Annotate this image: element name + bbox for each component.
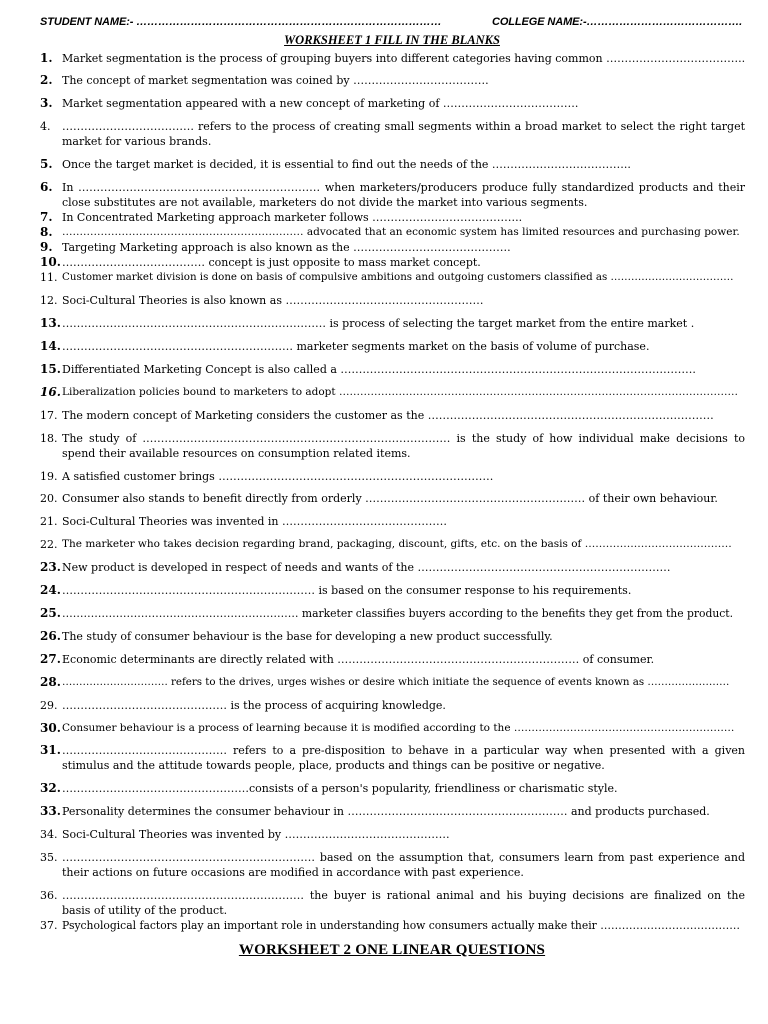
question-text: …………………………………………………………… advocated that an economic system has limited resources and purchasing power. bbox=[62, 226, 740, 238]
question-text: New product is developed in respect of needs and wants of the …………………………………………………………… bbox=[62, 561, 671, 574]
question-text: ………………………………………………………… marketer classifies buyers according to the benefits they get from the product. bbox=[62, 607, 734, 620]
question-text: In ………………………………………………………… when marketers/producers produce fully standardized products and their close substitutes are not available, marketers do not divide the market into various segments. bbox=[62, 181, 745, 209]
question-text: ……………………………………………………… marketer segments market on the basis of volume of purchase. bbox=[62, 340, 650, 353]
question-number: 24. bbox=[40, 583, 61, 597]
question-text: Customer market division is done on basis of compulsive ambitions and outgoing customers classified as ……………………………… bbox=[62, 271, 734, 283]
question-text: The study of consumer behaviour is the base for developing a new product successfully. bbox=[62, 630, 553, 643]
question-number: 1. bbox=[40, 51, 53, 65]
question-row bbox=[40, 157, 745, 172]
question-row bbox=[40, 629, 745, 644]
question-text: Differentiated Marketing Concept is also called a ……………………………………………………………………………………. bbox=[62, 363, 696, 376]
question-row bbox=[40, 385, 745, 400]
question-row bbox=[40, 293, 745, 308]
question-row bbox=[40, 721, 745, 736]
question-row bbox=[40, 918, 745, 933]
question-text: Market segmentation appeared with a new concept of marketing of ………………………………. bbox=[62, 97, 579, 110]
question-number: 21. bbox=[40, 515, 58, 528]
question-row bbox=[40, 408, 745, 423]
question-number: 11. bbox=[40, 271, 58, 284]
question-row bbox=[40, 210, 745, 225]
question-row bbox=[40, 362, 745, 377]
question-text: The modern concept of Marketing considers the customer as the …………………………………………………………………… bbox=[62, 409, 714, 422]
question-text: ……………………………………………consists of a person's popularity, friendliness or charismatic style. bbox=[62, 782, 618, 795]
question-row bbox=[40, 51, 745, 66]
question-number: 26. bbox=[40, 629, 61, 643]
question-number: 7. bbox=[40, 210, 53, 224]
question-number: 8. bbox=[40, 225, 53, 239]
question-text: …………………………. refers to the drives, urges wishes or desire which initiate the sequence of events known as …………………… bbox=[62, 676, 730, 688]
question-row bbox=[40, 240, 745, 255]
question-text: The concept of market segmentation was coined by ………………………………. bbox=[62, 74, 489, 87]
question-row bbox=[40, 743, 745, 773]
question-row bbox=[40, 560, 745, 575]
question-row bbox=[40, 73, 745, 88]
question-row bbox=[40, 537, 745, 552]
question-row bbox=[40, 96, 745, 111]
question-row bbox=[40, 675, 745, 690]
question-number: 9. bbox=[40, 240, 53, 254]
question-row bbox=[40, 514, 745, 529]
question-number: 28. bbox=[40, 675, 61, 689]
question-number: 33. bbox=[40, 804, 61, 818]
question-number: 10. bbox=[40, 255, 61, 269]
question-text: ……………………………………… refers to a pre-disposition to behave in a particular way when presented with a given stimulus and the attitude towards people, place, products and things can be positive or negative. bbox=[62, 744, 745, 772]
college-name-field: COLLEGE NAME:-……………………………………. bbox=[492, 16, 743, 28]
question-row bbox=[40, 225, 745, 240]
question-row bbox=[40, 698, 745, 713]
question-number: 4. bbox=[40, 120, 51, 133]
question-row bbox=[40, 781, 745, 796]
question-text: In Concentrated Marketing approach marketer follows ………………………………….. bbox=[62, 211, 523, 224]
question-text: ………………………………… concept is just opposite to mass market concept. bbox=[62, 256, 481, 269]
question-text: Soci-Cultural Theories is also known as ……………………………………………… bbox=[62, 294, 484, 307]
question-text: Market segmentation is the process of grouping buyers into different categories having common ……………………………….. bbox=[62, 52, 746, 65]
header bbox=[40, 16, 743, 32]
question-text: ……………………………………………………………… is process of selecting the target market from the entire market . bbox=[62, 317, 695, 330]
question-row bbox=[40, 827, 745, 842]
question-number: 34. bbox=[40, 828, 58, 841]
question-number: 6. bbox=[40, 180, 53, 194]
question-number: 37. bbox=[40, 919, 58, 932]
question-text: Soci-Cultural Theories was invented in ……………………………………… bbox=[62, 515, 447, 528]
student-name-field: STUDENT NAME:- ………………………………………………………………………… bbox=[40, 16, 442, 28]
question-number: 19. bbox=[40, 470, 58, 483]
question-number: 35. bbox=[40, 851, 58, 864]
question-row bbox=[40, 583, 745, 598]
question-text: A satisfied customer brings ………………………………………………………………… bbox=[62, 470, 494, 483]
question-row bbox=[40, 431, 745, 461]
question-row bbox=[40, 469, 745, 484]
question-row bbox=[40, 652, 745, 667]
question-row bbox=[40, 850, 745, 880]
question-text: The marketer who takes decision regarding brand, packaging, discount, gifts, etc. on the basis of …………………………………… bbox=[62, 538, 732, 550]
question-number: 32. bbox=[40, 781, 61, 795]
question-number: 15. bbox=[40, 362, 61, 376]
question-row bbox=[40, 606, 745, 621]
question-text: Consumer also stands to benefit directly from orderly …………………………………………………… of their own behaviour. bbox=[62, 492, 718, 505]
question-row bbox=[40, 119, 745, 149]
question-number: 2. bbox=[40, 73, 53, 87]
worksheet1-title: WORKSHEET 1 FILL IN THE BLANKS bbox=[284, 33, 500, 47]
question-number: 3. bbox=[40, 96, 53, 110]
question-row bbox=[40, 804, 745, 819]
question-number: 22. bbox=[40, 538, 58, 551]
question-number: 27. bbox=[40, 652, 61, 666]
question-number: 13. bbox=[40, 316, 61, 330]
question-row bbox=[40, 270, 745, 285]
question-text: …………………………………………………………… is based on the consumer response to his requirements. bbox=[62, 584, 632, 597]
question-text: Psychological factors play an important role in understanding how consumers actually make their ………………………………… bbox=[62, 919, 740, 932]
question-text: The study of ………………………………………………………………………… is the study of how individual make decisions to spend their available resources on consumption related items. bbox=[62, 432, 745, 460]
question-text: ………………………………………………………… the buyer is rational animal and his buying decisions are finalized on the basis of utility of the product. bbox=[62, 889, 745, 917]
question-number: 36. bbox=[40, 889, 58, 902]
question-number: 12. bbox=[40, 294, 58, 307]
question-number: 29. bbox=[40, 699, 58, 712]
question-text: Personality determines the consumer behaviour in …………………………………………………… and products purchased. bbox=[62, 805, 710, 818]
question-text: ……………………………… refers to the process of creating small segments within a broad market to select the right target market for various brands. bbox=[62, 120, 745, 148]
worksheet2-title: WORKSHEET 2 ONE LINEAR QUESTIONS bbox=[238, 942, 546, 958]
question-row bbox=[40, 316, 745, 331]
question-row bbox=[40, 180, 745, 210]
question-row bbox=[40, 888, 745, 918]
question-text: Liberalization policies bound to marketers to adopt …………………………………………………………………………………………………… bbox=[62, 386, 738, 398]
question-number: 31. bbox=[40, 743, 61, 757]
question-text: Once the target market is decided, it is essential to find out the needs of the ……………………………….. bbox=[62, 158, 631, 171]
question-number: 16. bbox=[40, 385, 61, 399]
question-text: …………………………………………………………… based on the assumption that, consumers learn from past experience and their actions on future occasions are modified in accordance with past experience. bbox=[62, 851, 745, 879]
question-row bbox=[40, 255, 745, 270]
question-text: Targeting Marketing approach is also known as the ……………………………………. bbox=[62, 241, 511, 254]
question-text: Soci-Cultural Theories was invented by ……………………………………… bbox=[62, 828, 450, 841]
question-number: 14. bbox=[40, 339, 61, 353]
question-number: 23. bbox=[40, 560, 61, 574]
question-text: Consumer behaviour is a process of learning because it is modified according to the ……………………………………………………… bbox=[62, 722, 735, 734]
question-row bbox=[40, 491, 745, 506]
question-number: 25. bbox=[40, 606, 61, 620]
question-text: Economic determinants are directly related with ………………………………………………………… of consumer. bbox=[62, 653, 655, 666]
question-number: 30. bbox=[40, 721, 61, 735]
question-number: 17. bbox=[40, 409, 58, 422]
question-text: ……………………………………… is the process of acquiring knowledge. bbox=[62, 699, 446, 712]
question-number: 18. bbox=[40, 432, 58, 445]
question-number: 20. bbox=[40, 492, 58, 505]
question-number: 5. bbox=[40, 157, 53, 171]
question-row bbox=[40, 339, 745, 354]
